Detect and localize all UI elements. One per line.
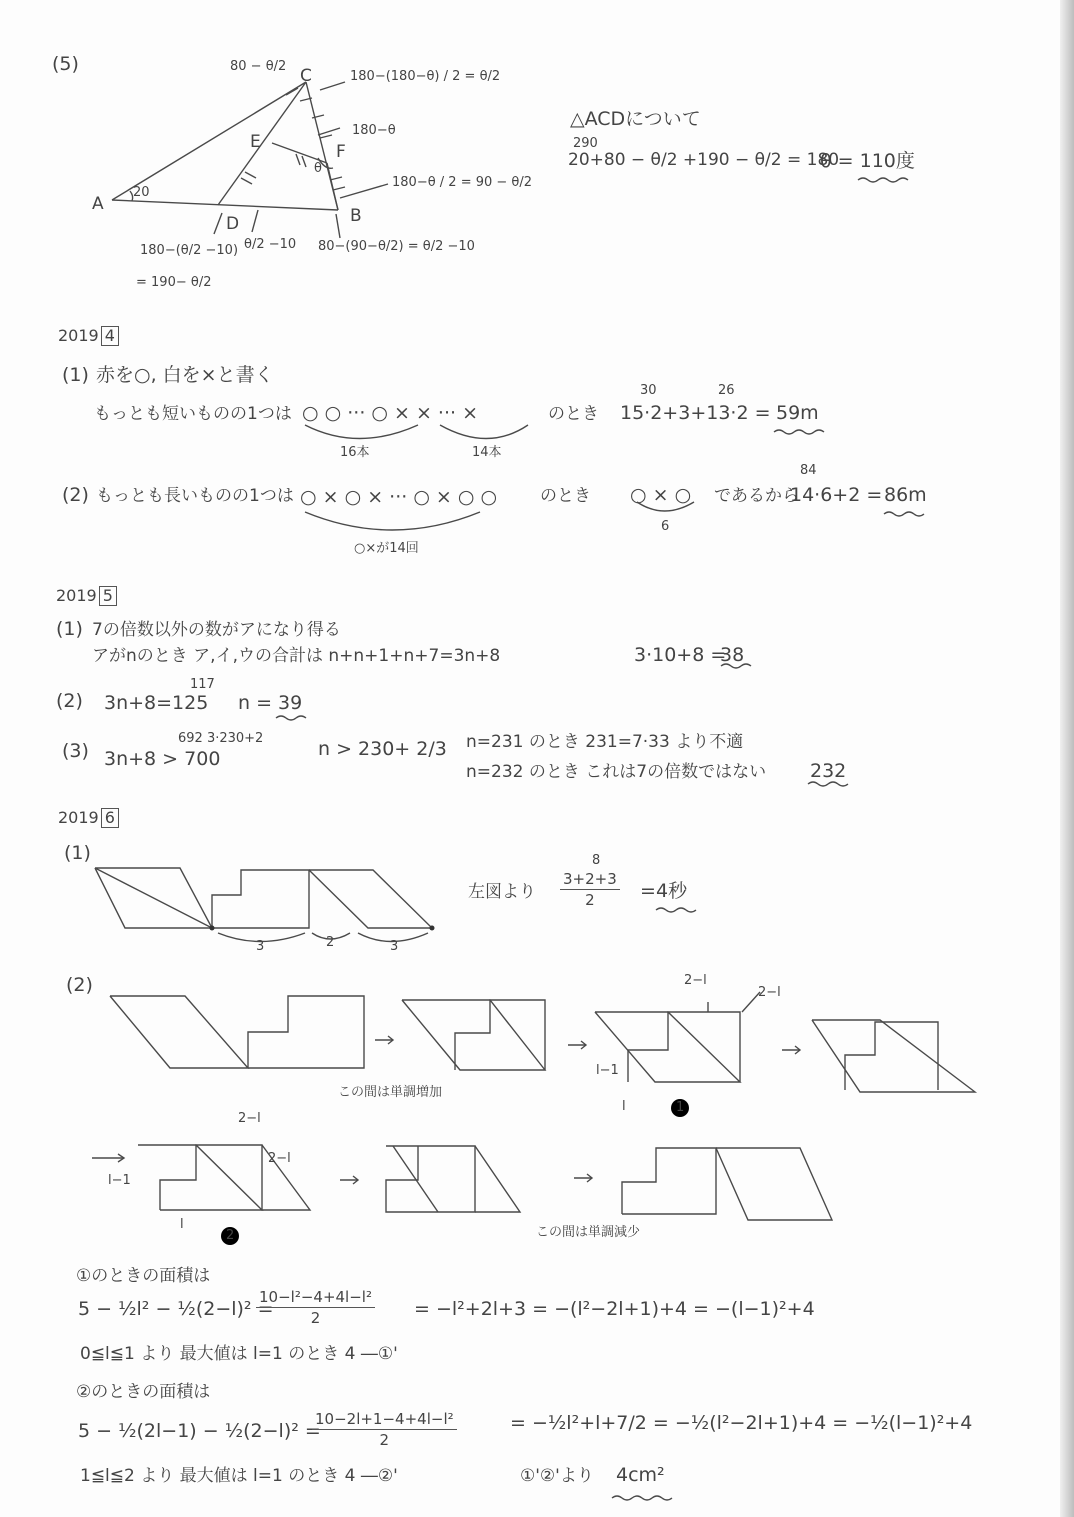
area1-range: 0≦l≦1 より 最大値は l=1 のとき 4 ―①' [80, 1344, 398, 1364]
q6-p1-seg2: 2 [326, 935, 335, 950]
q4-p1-seq: ○ ○ ··· ○ × × ··· × [302, 402, 479, 424]
angle-b-lower: 80−(90−θ/2) = θ/2 −10 [318, 239, 475, 254]
q5-p3-eq: 3n+8 > 700 [104, 748, 221, 770]
area2-fraction [312, 1410, 457, 1449]
q4-p2-six: 6 [661, 519, 670, 534]
vertex-d: D [226, 214, 240, 234]
part5-answer: θ = 110度 [820, 150, 915, 172]
q6-p2-increase: この間は単調増加 [338, 1085, 443, 1100]
q6-p2-decrease: この間は単調減少 [536, 1225, 641, 1240]
area1-rhs: = −l²+2l+3 = −(l²−2l+1)+4 = −(l−1)²+4 [414, 1298, 815, 1320]
q5-p1-answer: 38 [720, 644, 745, 666]
label-2ml-d: 2−l [268, 1151, 291, 1166]
vertex-f: F [336, 142, 346, 162]
q5-p3-case1: n=231 のとき 231=7·33 より不適 [466, 732, 744, 752]
q4-p2-calc: 14·6+2 = [790, 484, 883, 506]
q4-p1-calc: 15·2+3+13·2 = [620, 402, 771, 424]
q6-p1-text: 左図より [468, 882, 536, 902]
q4-p1-count-red: 16本 [340, 445, 370, 460]
q4-p1-intro: 赤を○, 白を×と書く [96, 364, 274, 386]
angle-theta-label: θ [314, 161, 322, 176]
circle-2-label: 2 [226, 1228, 235, 1243]
flow-arrows [340, 1036, 800, 1184]
final-answer: 4cm² [616, 1464, 665, 1486]
q4-p2-note: 84 [800, 463, 817, 478]
circle-1-label: 1 [676, 1100, 685, 1115]
angle-c-left: 80 − θ/2 [230, 59, 287, 74]
q6-p1-eq: = [640, 880, 656, 902]
area2-title: ②のときの面積は [76, 1382, 211, 1402]
triangle-figure [112, 82, 388, 238]
acd-equation: 20+80 − θ/2 +190 − θ/2 = 180 [568, 150, 840, 170]
q5-p1-calc: 3·10+8 = [634, 644, 727, 666]
area2-rhs: = −½l²+l+7/2 = −½(l²−2l+1)+4 = −½(l−1)²+4 [510, 1412, 973, 1434]
heading-2019-5: 2019 5 [56, 586, 117, 606]
area2-lhs: 5 − ½(2l−1) − ½(2−l)² = [78, 1420, 321, 1442]
shape-2019-6-2-b [402, 1000, 545, 1070]
heading-2019-4: 2019 4 [58, 326, 119, 346]
label-2ml-c: 2−l [238, 1111, 261, 1126]
angle-c-right: 180−(180−θ) / 2 = θ/2 [350, 69, 501, 84]
q4-p2-because: であるから [714, 486, 799, 506]
shape-2019-6-2-a [110, 996, 364, 1068]
q5-p2-eq: 3n+8=125 [104, 692, 209, 714]
q5-p3-note: 692 3·230+2 [178, 731, 264, 746]
angle-d-left-result: = 190− θ/2 [136, 275, 212, 290]
area1-frac-den: 2 [310, 1309, 321, 1327]
area2-frac-den: 2 [379, 1431, 390, 1449]
shape-2019-6-2-g [622, 1148, 832, 1220]
q5-p2-result: n = [238, 692, 273, 714]
label-l-a: l [622, 1099, 626, 1114]
q5-p1-text: 7の倍数以外の数がアになり得る [92, 620, 341, 640]
q6-p1-fraction [560, 870, 620, 909]
q6-p1-label: (1) [64, 842, 91, 864]
angle-f-label: 180−θ [352, 123, 396, 138]
q4-p1-label: (1) [62, 364, 89, 386]
q4-p2-when: のとき [540, 486, 591, 506]
area1-frac-num: 10−l²−4+4l−l² [256, 1288, 375, 1308]
area2-range: 1≦l≦2 より 最大値は l=1 のとき 4 ―②' [80, 1466, 398, 1486]
q5-p3-label: (3) [62, 740, 89, 762]
area2-frac-num: 10−2l+1−4+4l−l² [312, 1410, 457, 1430]
q4-p1-count-white: 14本 [472, 445, 502, 460]
q4-p1-when: のとき [548, 404, 599, 424]
angle-d-right: θ/2 −10 [244, 237, 297, 252]
q6-p1-note: 8 [592, 853, 601, 868]
label-2ml-b: 2−l [758, 985, 781, 1000]
shape-2019-6-1 [95, 868, 435, 942]
label-lm1-a: l−1 [596, 1063, 619, 1078]
q5-p3-case2: n=232 のとき これは7の倍数ではない [466, 762, 767, 782]
heading-2019-6: 2019 6 [58, 808, 119, 828]
q5-p1-label: (1) [56, 618, 83, 640]
vertex-e: E [250, 132, 261, 152]
area1-title: ①のときの面積は [76, 1266, 211, 1286]
q5-p2-answer: 39 [278, 692, 303, 714]
acd-title: △ACDについて [570, 108, 701, 130]
q4-p1-note1: 30 [640, 383, 657, 398]
q5-p2-label: (2) [56, 690, 83, 712]
angle-b-upper: 180−θ / 2 = 90 − θ/2 [392, 175, 533, 190]
label-2ml-a: 2−l [684, 973, 707, 988]
vertex-a: A [92, 194, 104, 214]
shape-2019-6-2-c [595, 992, 760, 1082]
q6-p1-seg3: 3 [390, 939, 399, 954]
q5-p2-note: 117 [190, 677, 215, 692]
q4-p1-note2: 26 [718, 383, 735, 398]
vertex-b: B [350, 206, 362, 226]
q5-p3-ineq: n > 230+ 2/3 [318, 738, 447, 760]
q5-p3-answer: 232 [810, 760, 847, 782]
final-from: ①'②'より [520, 1466, 594, 1486]
q4-p1-answer: 59m [776, 402, 819, 424]
angle-a-label: 20 [133, 185, 150, 200]
q5-p1-line2: アがnのとき ア,イ,ウの合計は n+n+1+n+7=3n+8 [92, 646, 501, 666]
part5-label: (5) [52, 53, 79, 75]
q6-p1-frac-num: 3+2+3 [560, 870, 620, 890]
area1-fraction [256, 1288, 375, 1327]
q6-p1-seg1: 3 [256, 939, 265, 954]
q4-p2-seq: ○ × ○ × ··· ○ × ○ ○ [300, 486, 498, 508]
label-lm1-b: l−1 [108, 1173, 131, 1188]
q6-p1-answer: 4秒 [656, 880, 688, 902]
shape-2019-6-2-f [386, 1146, 520, 1212]
q4-p1-text: もっとも短いものの1つは [94, 404, 292, 424]
q4-p2-text: もっとも長いものの1つは [96, 486, 294, 506]
shape-2019-6-2-d [812, 1020, 975, 1092]
q6-p1-frac-den: 2 [585, 891, 595, 909]
vertex-c: C [300, 66, 312, 86]
q4-p2-label: (2) [62, 484, 89, 506]
q6-p2-label: (2) [66, 974, 93, 996]
q4-p2-group: ○×が14回 [354, 541, 419, 556]
braces-2019-4 [305, 425, 694, 530]
q4-p2-answer: 86m [884, 484, 927, 506]
label-l-b: l [180, 1217, 184, 1232]
acd-note: 290 [573, 136, 598, 151]
angle-d-left: 180−(θ/2 −10) [140, 243, 239, 258]
area1-lhs: 5 − ½l² − ½(2−l)² = [78, 1298, 274, 1320]
q4-p2-mini: ○ × ○ [630, 484, 692, 506]
